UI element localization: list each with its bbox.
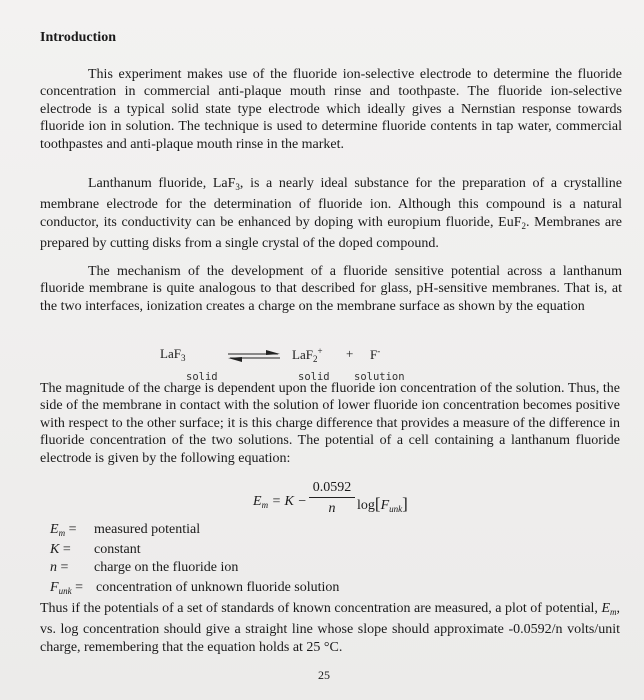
reaction-reactant: LaF$_3$ [160, 346, 186, 363]
paragraph-3 [40, 263, 622, 315]
section-heading: Introduction [40, 30, 116, 45]
definition-item: n = charge on the fluoride ion [50, 560, 239, 575]
definition-item: K = constant [50, 542, 141, 557]
paragraph-5: Thus if the potentials of a set of standards of known concentration are measured, a plot of potential, $E_m$, vs. log concentration should give a straight line whose slope should approximate -0.0592/n volts/unit charge, remembering that the equation holds at 25 °C. [40, 601, 620, 655]
laf3-subscript: 3 [235, 182, 240, 192]
equilibrium-arrow-icon [226, 350, 282, 362]
definition-item: $F_{unk}$ = concentration of unknown fluoride solution [50, 580, 340, 596]
reaction-product-1: LaF$_2$+ [292, 346, 323, 364]
paragraph-1-text: This experiment makes use of the fluoride ion-selective electrode to determine the fluoride concentration in commercial anti-plaque mouth rinse and toothpaste. The fluoride ion-selective electrode is a typical solid state type electrode which ideally gives a Nernstian response towards fluoride ion in solution. The technique is used to determine fluoride contents in tap water, commercial toothpastes and anti-plaque mouth rinse in the market. [40, 67, 622, 152]
reaction-plus: + [346, 346, 354, 361]
paragraph-4-text: The magnitude of the charge is dependent upon the fluoride ion concentration of the solution. Thus, the side of the membrane in contact with the solution of lower fluoride ion concentration becomes positive with respect to the other surface; it is this charge difference that provides a measure of the difference in fluoride concentration of the two solutions. The potential of a cell containing a lanthanum fluoride electrode is given by the following equation: [40, 381, 620, 466]
paragraph-1 [40, 66, 622, 153]
paragraph-2 [40, 175, 622, 253]
equation-lhs: $E_m = K$ − [253, 494, 307, 510]
definition-item: $E_m$ = measured potential [50, 522, 201, 538]
fraction-numerator: 0.0592 [309, 480, 355, 498]
page-number: 25 [318, 668, 330, 682]
paragraph-3-text: The mechanism of the development of a fluoride sensitive potential across a lanthanum fluoride membrane is quite analogous to that described for glass, pH-sensitive membranes. That is, at the two interfaces, ionization creates a charge on the membrane surface as shown by the equation [40, 264, 622, 314]
paragraph-5-text-a: Thus if the potentials of a set of standards of known concentration are measured, a plot of potential, [40, 601, 602, 616]
paragraph-2-text-b: , is a nearly ideal substance for the preparation of a crystalline membrane electrode for the determination of fluoride ion. Although this compound is a natural conductor, its conductivity can be enhanced by doping with europium fluoride, EuF [40, 176, 622, 230]
equation-fraction [309, 480, 355, 517]
paragraph-2-text-c: . Membranes are prepared by cutting disks from a single crystal of the doped compound. [40, 214, 622, 252]
em-symbol: E [601, 601, 610, 616]
paragraph-5-text-b: , vs. log concentration should give a straight line whose slope should approximate -0.0592/n volts/unit charge, remembering that the equation holds at 25 °C. [40, 601, 620, 655]
fraction-denominator: n [328, 501, 336, 516]
reaction-product-2: F- [370, 346, 381, 362]
phase-label-1: solid [186, 371, 218, 383]
euf2-subscript: 2 [521, 220, 526, 231]
phase-label-2: solid [298, 371, 330, 383]
paragraph-4 [40, 380, 620, 467]
paragraph-2-text-a: Lanthanum fluoride, LaF [88, 176, 236, 191]
phase-label-3: solution [354, 371, 405, 383]
equation-log-term: $\log[F_{unk}]$ [357, 494, 408, 514]
